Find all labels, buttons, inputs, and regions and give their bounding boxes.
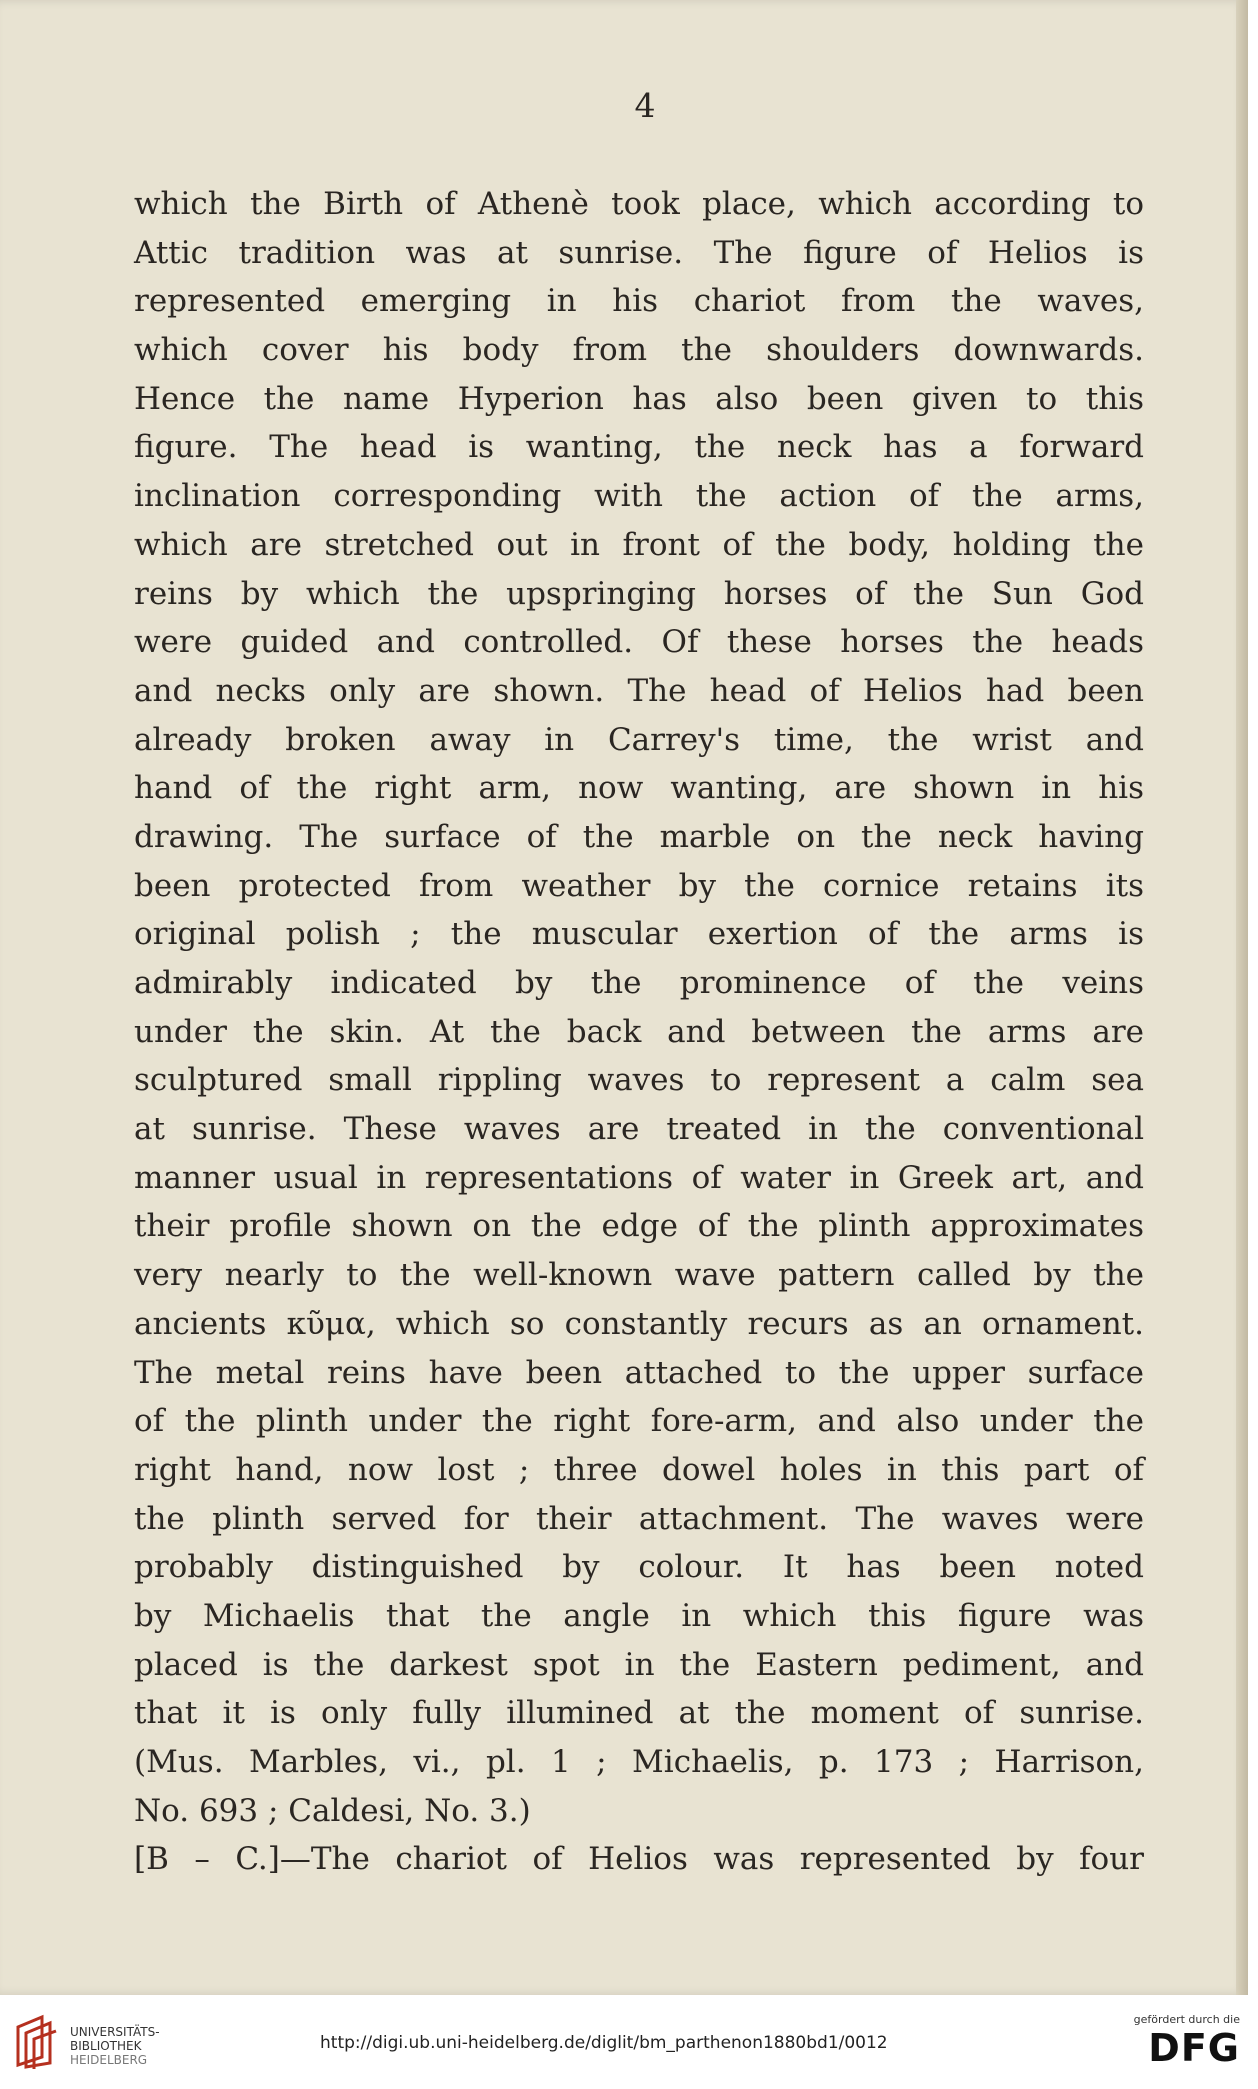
text-line: of the plinth under the right fore-arm, and also under the bbox=[134, 1403, 1144, 1440]
text-line: under the skin. At the back and between the arms are bbox=[134, 1013, 1144, 1050]
library-name[interactable] bbox=[70, 2025, 160, 2067]
text-line: ancients κῦμα, which so constantly recurs as an ornament. bbox=[134, 1305, 1144, 1342]
text-line: Attic tradition was at sunrise. The figure of Helios is bbox=[134, 234, 1144, 271]
text-line: admirably indicated by the prominence of the veins bbox=[134, 965, 1144, 1001]
text-line: their profile shown on the edge of the plinth approximates bbox=[134, 1208, 1144, 1245]
dfg-logo: DFG bbox=[1148, 2026, 1240, 2070]
text-line: at sunrise. These waves are treated in the conventional bbox=[134, 1111, 1144, 1148]
text-line: right hand, now lost ; three dowel holes in this part of bbox=[134, 1451, 1144, 1488]
text-line: No. 693 ; Caldesi, No. 3.) bbox=[134, 1792, 531, 1829]
library-name-line1: UNIVERSITÄTS- bbox=[70, 2025, 160, 2039]
library-logo-icon[interactable] bbox=[12, 2013, 60, 2071]
text-line: by Michaelis that the angle in which this figure was bbox=[134, 1597, 1144, 1634]
text-line: inclination corresponding with the action of the arms, bbox=[134, 478, 1144, 515]
text-line: which cover his body from the shoulders downwards. bbox=[134, 332, 1144, 369]
sponsor-block[interactable] bbox=[1134, 2013, 1240, 2070]
body-text bbox=[134, 180, 1144, 1884]
text-line: Hence the name Hyperion has also been given to this bbox=[134, 380, 1144, 417]
text-line: original polish ; the muscular exertion of the arms is bbox=[134, 916, 1144, 953]
text-line: very nearly to the well-known wave pattern called by the bbox=[134, 1257, 1144, 1294]
library-name-line2: BIBLIOTHEK bbox=[70, 2039, 142, 2053]
text-line: manner usual in representations of water in Greek art, and bbox=[134, 1159, 1144, 1196]
text-line: the plinth served for their attachment. The waves were bbox=[134, 1500, 1144, 1537]
text-line: that it is only fully illumined at the moment of sunrise. bbox=[134, 1695, 1144, 1732]
page-number: 4 bbox=[634, 86, 656, 125]
text-line: which the Birth of Athenè took place, which according to bbox=[134, 186, 1144, 222]
text-line: [B – C.]—The chariot of Helios was represented by four bbox=[134, 1841, 1144, 1878]
text-line: (Mus. Marbles, vi., pl. 1 ; Michaelis, p. 173 ; Harrison, bbox=[134, 1744, 1144, 1780]
text-line: already broken away in Carrey's time, the wrist and bbox=[134, 721, 1144, 758]
text-line: hand of the right arm, now wanting, are shown in his bbox=[134, 770, 1144, 807]
permalink-url[interactable]: http://digi.ub.uni-heidelberg.de/diglit/bm_parthenon1880bd1/0012 bbox=[320, 2033, 888, 2053]
text-line: and necks only are shown. The head of Helios had been bbox=[134, 672, 1144, 709]
library-name-line3: HEIDELBERG bbox=[70, 2053, 148, 2067]
text-line: sculptured small rippling waves to represent a calm sea bbox=[134, 1062, 1144, 1099]
text-line: drawing. The surface of the marble on the neck having bbox=[134, 818, 1144, 855]
text-line: which are stretched out in front of the body, holding the bbox=[134, 526, 1144, 563]
text-line: placed is the darkest spot in the Eastern pediment, and bbox=[134, 1646, 1144, 1683]
text-line: represented emerging in his chariot from the waves, bbox=[134, 283, 1144, 320]
page-edge bbox=[1236, 0, 1248, 1995]
text-line: The metal reins have been attached to the upper surface bbox=[134, 1354, 1144, 1391]
text-line: been protected from weather by the cornice retains its bbox=[134, 867, 1144, 904]
sponsor-caption: gefördert durch die bbox=[1133, 2013, 1240, 2026]
text-line: were guided and controlled. Of these horses the heads bbox=[134, 624, 1144, 661]
text-line: reins by which the upspringing horses of the Sun God bbox=[134, 575, 1144, 612]
text-line: probably distinguished by colour. It has been noted bbox=[134, 1549, 1144, 1586]
viewer-footer bbox=[0, 1995, 1258, 2089]
text-line: figure. The head is wanting, the neck has a forward bbox=[134, 429, 1144, 466]
